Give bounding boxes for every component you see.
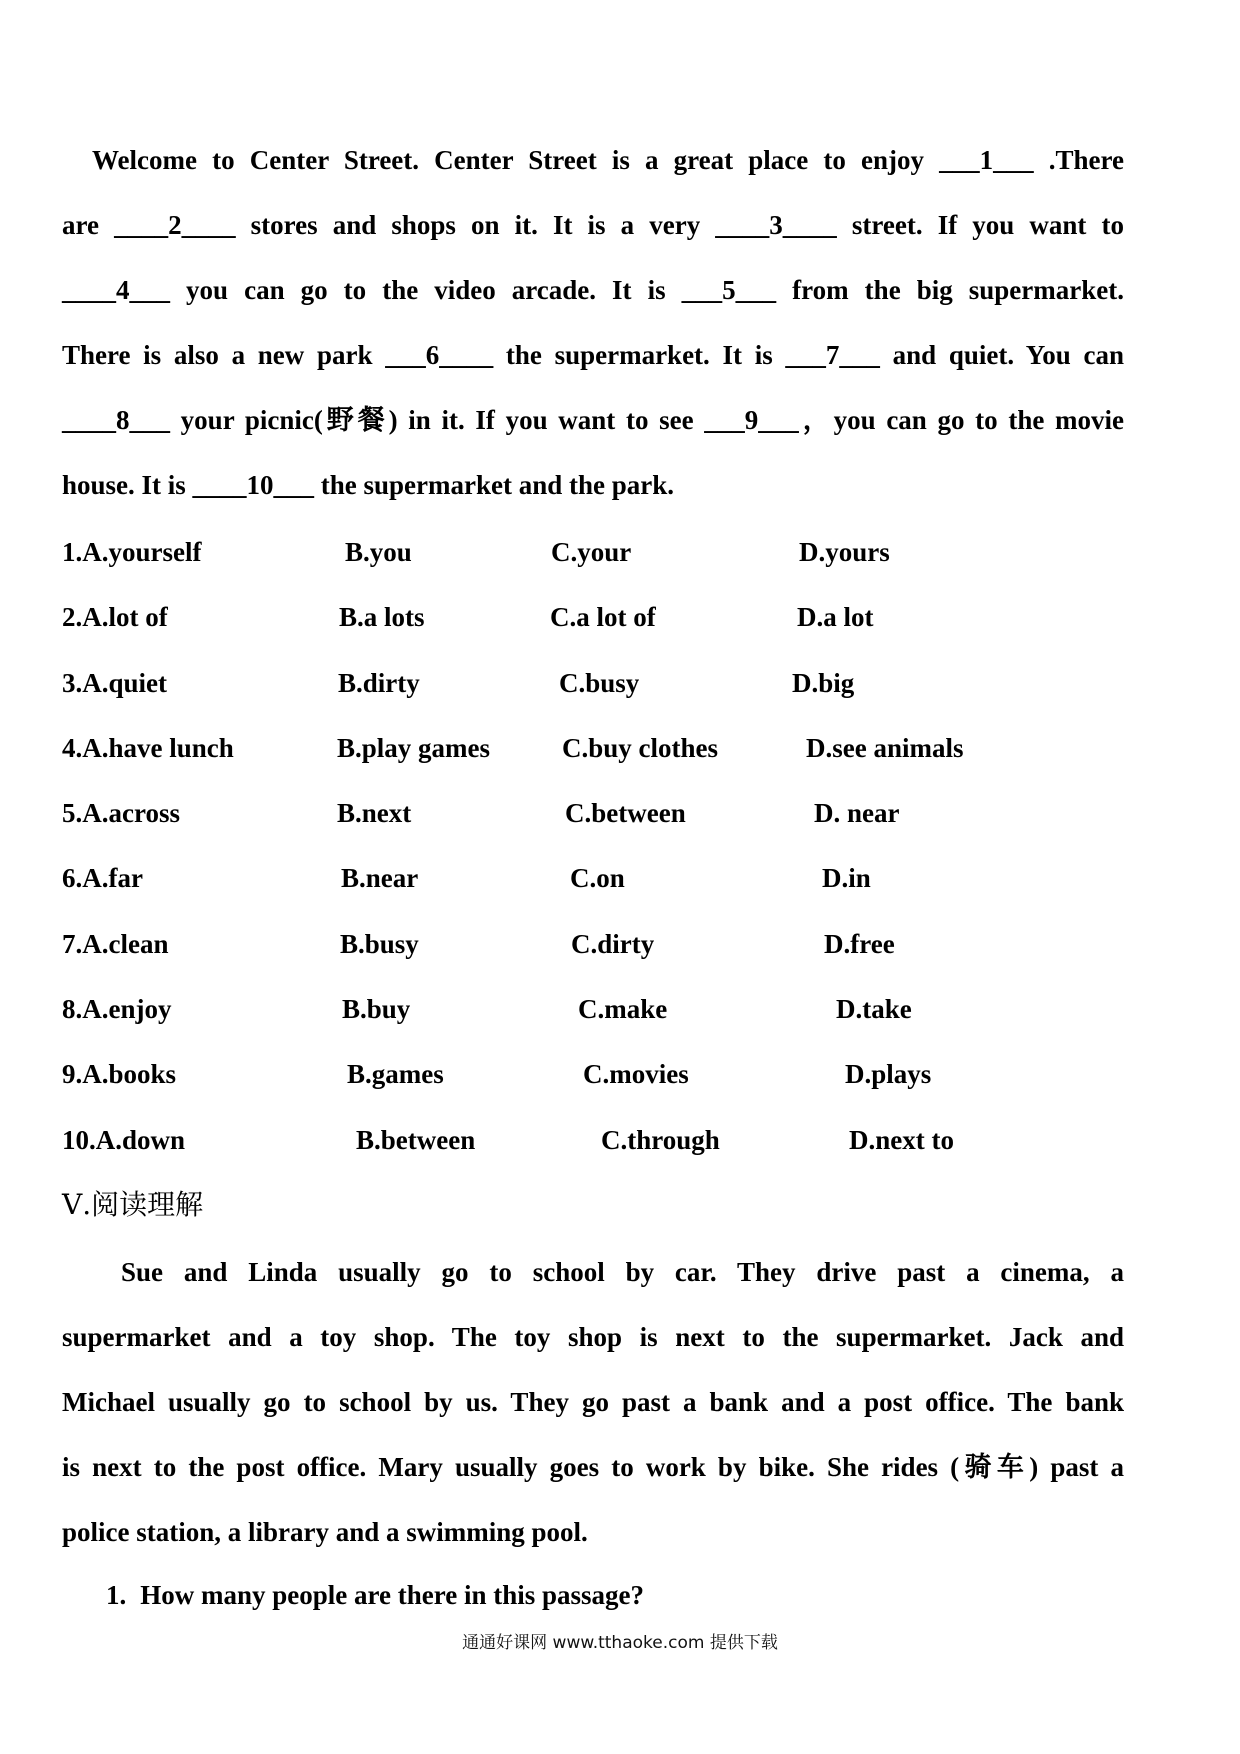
option-d: D.a lot (797, 602, 874, 633)
option-row (62, 912, 1124, 977)
option-d: D.yours (799, 537, 890, 567)
option-a: 1.A.yourself (62, 537, 202, 567)
option-d: D. near (814, 798, 900, 829)
option-row (62, 781, 1124, 846)
reading-line: police station, a library and a swimming pool. (62, 1517, 588, 1547)
option-c: C.on (570, 863, 625, 894)
reading-line: supermarket and a toy shop. The toy shop is next to the supermarket. Jack and (62, 1322, 1124, 1352)
option-b: B.busy (340, 928, 419, 959)
option-b: B.play games (337, 732, 491, 763)
option-d: D.in (822, 863, 871, 894)
reading-passage (62, 1240, 1124, 1565)
option-row (62, 846, 1124, 911)
option-c: C.make (578, 994, 668, 1025)
option-b: B.next (337, 798, 412, 829)
reading-line: Michael usually go to school by us. They go past a bank and a post office. The bank (62, 1387, 1124, 1417)
reading-line: is next to the post office. Mary usually goes to work by bike. She rides (骑车) past a (62, 1452, 1124, 1482)
cloze-line: ____8___ your picnic(野餐) in it. If you want to see ___9___，you can go to the movie (62, 405, 1124, 435)
option-c: C.dirty (571, 928, 655, 959)
cloze-passage (62, 128, 1124, 518)
option-a: 2.A.lot of (62, 602, 168, 633)
cloze-line: There is also a new park ___6____ the supermarket. It is ___7___ and quiet. You can (62, 340, 1124, 370)
option-a: 4.A.have lunch (62, 732, 234, 763)
option-b: B.a lots (339, 602, 425, 633)
cloze-line: are ____2____ stores and shops on it. It is a very ____3____ street. If you want to (62, 210, 1124, 240)
option-row (62, 716, 1124, 781)
cloze-options (62, 520, 1124, 1173)
option-d: D.see animals (806, 732, 964, 763)
reading-line: Sue and Linda usually go to school by car. They drive past a cinema, a (121, 1257, 1124, 1287)
option-b: B.buy (342, 994, 411, 1025)
option-d: D.big (792, 667, 855, 698)
option-c: C.movies (583, 1059, 689, 1090)
option-a: 3.A.quiet (62, 667, 168, 698)
option-row (62, 520, 1124, 585)
option-a: 8.A.enjoy (62, 994, 172, 1025)
option-a: 5.A.across (62, 798, 180, 829)
option-c: C.buy clothes (562, 732, 719, 763)
option-row (62, 1108, 1124, 1173)
option-row (62, 1042, 1124, 1107)
option-d: D.free (824, 928, 895, 959)
cloze-line: house. It is ____10___ the supermarket and the park. (62, 470, 675, 500)
option-c: C.your (551, 537, 632, 567)
option-c: C.a lot of (550, 602, 656, 633)
section-heading: Ⅴ.阅读理解 (62, 1188, 204, 1221)
option-row (62, 585, 1124, 650)
option-row (62, 651, 1124, 716)
option-c: C.between (565, 798, 686, 829)
option-a: 9.A.books (62, 1059, 177, 1090)
cloze-line: Welcome to Center Street. Center Street is a great place to enjoy ___1___ .There (92, 145, 1124, 175)
option-b: B.you (345, 537, 412, 567)
option-a: 10.A.down (62, 1124, 186, 1155)
question-number: 1. (106, 1580, 127, 1610)
option-d: D.plays (845, 1059, 932, 1090)
option-a: 6.A.far (62, 863, 143, 894)
option-d: D.next to (849, 1124, 954, 1155)
option-a: 7.A.clean (62, 928, 169, 959)
cloze-line: ____4___ you can go to the video arcade. It is ___5___ from the big supermarket. (62, 275, 1124, 305)
option-row (62, 977, 1124, 1042)
option-b: B.near (341, 863, 419, 894)
page-footer: 通通好课网 www.tthaoke.com 提供下载 (462, 1633, 778, 1653)
option-b: B.between (356, 1124, 476, 1155)
reading-question (106, 1565, 644, 1625)
option-d: D.take (836, 994, 912, 1025)
option-b: B.dirty (338, 667, 420, 698)
option-b: B.games (347, 1059, 444, 1090)
question-text: How many people are there in this passage? (140, 1580, 645, 1610)
option-c: C.through (601, 1124, 720, 1155)
option-c: C.busy (559, 667, 640, 698)
